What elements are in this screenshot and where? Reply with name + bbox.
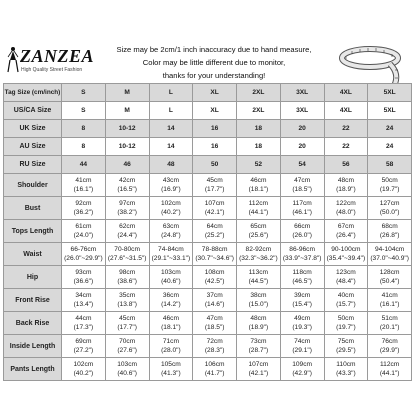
cm-value: 113cm <box>248 269 269 276</box>
inch-value: (20.1") <box>379 324 400 331</box>
inch-value: (33.9"~37.8") <box>282 255 322 262</box>
measurement-cell <box>237 243 281 266</box>
size-header-cell: XL <box>193 84 237 102</box>
measurement-cell <box>324 197 368 220</box>
size-cell: 20 <box>280 120 324 138</box>
cm-value: 75cm <box>337 338 354 345</box>
inch-value: (16.9") <box>161 186 181 193</box>
size-cell: 58 <box>368 156 412 174</box>
cm-value: 106cm <box>204 361 225 368</box>
inch-value: (48.4") <box>336 278 356 285</box>
size-cell: 14 <box>149 120 193 138</box>
inch-value: (26.4") <box>336 232 356 239</box>
inch-value: (36.2") <box>73 209 94 216</box>
size-cell: 18 <box>237 120 281 138</box>
measurement-cell <box>105 174 149 197</box>
header <box>0 0 416 82</box>
measurement-cell <box>105 243 149 266</box>
cm-value: 45cm <box>119 315 136 322</box>
brand-logo <box>4 42 96 82</box>
cm-value: 112cm <box>379 361 400 368</box>
inch-value: (48.0") <box>336 209 356 216</box>
measurement-cell <box>324 243 368 266</box>
measuring-tape-icon <box>336 40 408 88</box>
measurement-cell <box>368 358 412 381</box>
size-cell: 50 <box>193 156 237 174</box>
inch-value: (37.0"~40.9") <box>370 255 409 262</box>
size-cell: 54 <box>280 156 324 174</box>
row-label: RU Size <box>4 156 62 174</box>
inch-value: (27.6") <box>117 347 137 354</box>
inch-value: (42.1") <box>248 370 269 377</box>
fashion-figure-icon <box>6 46 20 76</box>
measurement-cell <box>237 266 281 289</box>
measurement-cell <box>149 335 193 358</box>
size-cell: 52 <box>237 156 281 174</box>
cm-value: 78-88cm <box>201 246 228 253</box>
size-cell: 48 <box>149 156 193 174</box>
cm-value: 118cm <box>292 269 312 276</box>
cm-value: 123cm <box>335 269 356 276</box>
inch-value: (18.1") <box>161 324 181 331</box>
cm-value: 122cm <box>335 200 356 207</box>
measurement-cell <box>105 358 149 381</box>
cm-value: 93cm <box>75 269 92 276</box>
cm-value: 65cm <box>250 223 267 230</box>
measurement-cell <box>62 197 106 220</box>
cm-value: 51cm <box>381 315 398 322</box>
measurement-cell <box>193 220 237 243</box>
measurement-row <box>4 289 412 312</box>
measurement-cell <box>324 358 368 381</box>
row-label: Pants Length <box>4 358 62 381</box>
size-cell: 5XL <box>368 102 412 120</box>
cm-value: 46cm <box>162 315 179 322</box>
inch-value: (29.1"~33.1") <box>151 255 191 262</box>
inch-value: (25.6") <box>248 232 269 239</box>
row-label: Hip <box>4 266 62 289</box>
inch-value: (44.5") <box>248 278 269 285</box>
measurement-cell <box>324 174 368 197</box>
size-header-cell: M <box>105 84 149 102</box>
row-label: AU Size <box>4 138 62 156</box>
notice-line: Color may be little different due to monitor, <box>142 58 286 67</box>
cm-value: 103cm <box>160 269 181 276</box>
cm-value: 72cm <box>206 338 223 345</box>
measurement-cell <box>324 266 368 289</box>
measurement-cell <box>105 220 149 243</box>
cm-value: 128cm <box>379 269 400 276</box>
size-cell: M <box>105 102 149 120</box>
cm-value: 41cm <box>381 292 398 299</box>
measurement-cell <box>368 335 412 358</box>
measurement-cell <box>324 289 368 312</box>
notice-line: thanks for your understanding! <box>162 71 266 80</box>
cm-value: 34cm <box>75 292 92 299</box>
measurement-cell <box>62 289 106 312</box>
inch-value: (15.0") <box>248 301 269 308</box>
size-cell: 16 <box>193 138 237 156</box>
inch-value: (29.9") <box>379 347 400 354</box>
measurement-cell <box>149 266 193 289</box>
cm-value: 50cm <box>337 315 354 322</box>
inch-value: (18.9") <box>336 186 356 193</box>
measurement-cell <box>280 243 324 266</box>
cm-value: 69cm <box>75 338 92 345</box>
cm-value: 48cm <box>250 315 267 322</box>
brand-name: ZANZEA <box>20 46 95 66</box>
measurement-cell <box>237 197 281 220</box>
size-header-cell: S <box>62 84 106 102</box>
cm-value: 70-80cm <box>114 246 140 253</box>
size-header-cell: 5XL <box>368 84 412 102</box>
measurement-cell <box>280 197 324 220</box>
measurement-cell <box>105 289 149 312</box>
cm-value: 110cm <box>336 361 356 368</box>
measurement-cell <box>280 312 324 335</box>
measurement-cell <box>237 312 281 335</box>
inch-value: (24.0") <box>73 232 94 239</box>
cm-value: 112cm <box>248 200 269 207</box>
notice-line: Size may be 2cm/1 inch inaccuracy due to hand measure, <box>116 45 312 54</box>
size-header-cell: L <box>149 84 193 102</box>
cm-value: 105cm <box>160 361 181 368</box>
inch-value: (30.7"~34.6") <box>195 255 234 262</box>
inch-value: (27.6"~31.5") <box>107 255 147 262</box>
cm-value: 92cm <box>75 200 92 207</box>
cm-value: 42cm <box>119 177 136 184</box>
measurement-cell <box>280 335 324 358</box>
measurement-cell <box>368 197 412 220</box>
size-header-cell: 4XL <box>324 84 368 102</box>
cm-value: 102cm <box>73 361 94 368</box>
measurement-cell <box>237 220 281 243</box>
cm-value: 46cm <box>250 177 267 184</box>
cm-value: 76cm <box>381 338 398 345</box>
cm-value: 107cm <box>204 200 225 207</box>
measurement-cell <box>280 358 324 381</box>
measurement-row <box>4 335 412 358</box>
inch-value: (27.2") <box>73 347 94 354</box>
measurement-cell <box>105 197 149 220</box>
size-cell: 2XL <box>237 102 281 120</box>
size-header-cell: 3XL <box>280 84 324 102</box>
cm-value: 38cm <box>250 292 267 299</box>
cm-value: 47cm <box>294 177 311 184</box>
brand-tagline: High Quality Street Fashion <box>21 67 83 73</box>
inch-value: (16.1") <box>73 186 94 193</box>
inch-value: (44.1") <box>248 209 269 216</box>
measurement-cell <box>149 289 193 312</box>
measurement-cell <box>368 220 412 243</box>
measurement-cell <box>62 266 106 289</box>
inch-value: (13.8") <box>117 301 137 308</box>
row-label: Shoulder <box>4 174 62 197</box>
inch-value: (28.3") <box>204 347 225 354</box>
measurement-cell <box>149 220 193 243</box>
size-cell: 22 <box>324 138 368 156</box>
cm-value: 90-100cm <box>331 246 361 253</box>
inch-value: (38.2") <box>117 209 137 216</box>
inch-value: (46.5") <box>292 278 312 285</box>
inch-value: (26.8") <box>379 232 400 239</box>
row-label: Bust <box>4 197 62 220</box>
size-row <box>4 156 412 174</box>
measurement-cell <box>368 289 412 312</box>
inch-value: (40.2") <box>161 209 181 216</box>
cm-value: 73cm <box>250 338 267 345</box>
cm-value: 63cm <box>162 223 179 230</box>
cm-value: 39cm <box>294 292 311 299</box>
inch-value: (17.3") <box>73 324 94 331</box>
cm-value: 64cm <box>206 223 223 230</box>
inch-value: (40.6") <box>161 278 181 285</box>
inch-value: (19.7") <box>379 186 400 193</box>
row-label: Tops Length <box>4 220 62 243</box>
cm-value: 109cm <box>292 361 313 368</box>
cm-value: 40cm <box>337 292 354 299</box>
measurement-cell <box>237 335 281 358</box>
measurement-cell <box>368 266 412 289</box>
cm-value: 66cm <box>294 223 311 230</box>
inch-value: (28.0") <box>161 347 181 354</box>
size-cell: 22 <box>324 120 368 138</box>
cm-value: 43cm <box>162 177 179 184</box>
cm-value: 71cm <box>162 338 179 345</box>
measurement-cell <box>149 312 193 335</box>
measurement-cell <box>62 312 106 335</box>
inch-value: (13.4") <box>73 301 94 308</box>
row-label: Back Rise <box>4 312 62 335</box>
measurement-cell <box>324 220 368 243</box>
cm-value: 36cm <box>162 292 179 299</box>
measurement-row <box>4 174 412 197</box>
size-cell: 10-12 <box>105 138 149 156</box>
inch-value: (35.4"~39.4") <box>326 255 366 262</box>
inch-value: (29.1") <box>292 347 312 354</box>
cm-value: 50cm <box>381 177 398 184</box>
measurement-cell <box>193 266 237 289</box>
cm-value: 66-76cm <box>70 246 97 253</box>
cm-value: 47cm <box>206 315 223 322</box>
inch-value: (18.5") <box>204 324 225 331</box>
measurement-cell <box>193 312 237 335</box>
inch-value: (29.5") <box>336 347 356 354</box>
cm-value: 107cm <box>248 361 269 368</box>
measurement-cell <box>193 174 237 197</box>
inch-value: (41.3") <box>161 370 181 377</box>
cm-value: 62cm <box>119 223 136 230</box>
measurement-cell <box>149 197 193 220</box>
inch-value: (42.5") <box>204 278 225 285</box>
cm-value: 127cm <box>379 200 400 207</box>
inch-value: (24.4") <box>117 232 137 239</box>
tag-size-header: Tag Size (cm/inch) <box>4 84 62 102</box>
inch-value: (17.7") <box>204 186 225 193</box>
inch-value: (18.1") <box>248 186 269 193</box>
inch-value: (18.9") <box>248 324 269 331</box>
row-label: Inside Length <box>4 335 62 358</box>
measurement-cell <box>193 335 237 358</box>
inch-value: (36.6") <box>73 278 94 285</box>
measurement-cell <box>280 266 324 289</box>
measurement-cell <box>368 174 412 197</box>
cm-value: 97cm <box>119 200 136 207</box>
measurement-cell <box>62 220 106 243</box>
measurement-cell <box>237 358 281 381</box>
inch-value: (43.3") <box>336 370 356 377</box>
size-cell: 56 <box>324 156 368 174</box>
measurement-row <box>4 266 412 289</box>
cm-value: 94-104cm <box>374 246 405 253</box>
measurement-cell <box>105 335 149 358</box>
measurement-cell <box>193 289 237 312</box>
disclaimer-notice <box>100 43 328 82</box>
size-cell: 14 <box>149 138 193 156</box>
measurement-cell <box>280 220 324 243</box>
measurement-cell <box>149 243 193 266</box>
row-label: Front Rise <box>4 289 62 312</box>
inch-value: (18.5") <box>292 186 312 193</box>
inch-value: (19.7") <box>336 324 356 331</box>
inch-value: (32.3"~36.2") <box>239 255 278 262</box>
cm-value: 103cm <box>117 361 138 368</box>
measurement-cell <box>62 243 106 266</box>
measurement-cell <box>105 312 149 335</box>
measurement-row <box>4 220 412 243</box>
inch-value: (40.6") <box>117 370 137 377</box>
inch-value: (26.0"~29.9") <box>64 255 103 262</box>
size-cell: 44 <box>62 156 106 174</box>
size-cell: 46 <box>105 156 149 174</box>
measurement-row <box>4 243 412 266</box>
size-cell: 8 <box>62 120 106 138</box>
size-row <box>4 138 412 156</box>
inch-value: (28.7") <box>248 347 269 354</box>
cm-value: 86-96cm <box>289 246 315 253</box>
size-cell: 18 <box>237 138 281 156</box>
cm-value: 82-92cm <box>245 246 272 253</box>
cm-value: 45cm <box>206 177 223 184</box>
inch-value: (50.4") <box>379 278 400 285</box>
row-label: US/CA Size <box>4 102 62 120</box>
inch-value: (15.7") <box>336 301 356 308</box>
cm-value: 35cm <box>119 292 136 299</box>
inch-value: (42.1") <box>204 209 225 216</box>
inch-value: (44.1") <box>379 370 400 377</box>
cm-value: 117cm <box>292 200 312 207</box>
measurement-cell <box>280 289 324 312</box>
cm-value: 67cm <box>337 223 354 230</box>
size-cell: 3XL <box>280 102 324 120</box>
cm-value: 98cm <box>119 269 136 276</box>
inch-value: (25.2") <box>204 232 225 239</box>
cm-value: 48cm <box>337 177 354 184</box>
inch-value: (40.2") <box>73 370 94 377</box>
measurement-cell <box>62 335 106 358</box>
cm-value: 41cm <box>75 177 92 184</box>
inch-value: (41.7") <box>204 370 225 377</box>
measurement-row <box>4 358 412 381</box>
measurement-cell <box>105 266 149 289</box>
size-cell: 8 <box>62 138 106 156</box>
inch-value: (16.1") <box>379 301 400 308</box>
size-cell: 24 <box>368 138 412 156</box>
measurement-cell <box>193 358 237 381</box>
measurement-cell <box>237 289 281 312</box>
measurement-cell <box>280 174 324 197</box>
inch-value: (16.5") <box>117 186 137 193</box>
measurement-cell <box>149 174 193 197</box>
inch-value: (19.3") <box>292 324 312 331</box>
inch-value: (17.7") <box>117 324 137 331</box>
measurement-cell <box>62 358 106 381</box>
size-cell: 16 <box>193 120 237 138</box>
cm-value: 74-84cm <box>158 246 184 253</box>
inch-value: (42.9") <box>292 370 312 377</box>
size-row <box>4 120 412 138</box>
measurement-row <box>4 312 412 335</box>
inch-value: (15.4") <box>292 301 312 308</box>
row-label: UK Size <box>4 120 62 138</box>
measurement-cell <box>149 358 193 381</box>
inch-value: (24.8") <box>161 232 181 239</box>
measurement-cell <box>237 174 281 197</box>
size-header-cell: 2XL <box>237 84 281 102</box>
cm-value: 74cm <box>294 338 311 345</box>
size-cell: 4XL <box>324 102 368 120</box>
cm-value: 61cm <box>75 223 92 230</box>
measurement-cell <box>62 174 106 197</box>
size-cell: 10-12 <box>105 120 149 138</box>
cm-value: 49cm <box>294 315 311 322</box>
measurement-cell <box>368 312 412 335</box>
cm-value: 68cm <box>381 223 398 230</box>
cm-value: 102cm <box>160 200 181 207</box>
inch-value: (14.2") <box>161 301 181 308</box>
row-label: Waist <box>4 243 62 266</box>
size-row <box>4 102 412 120</box>
size-cell: XL <box>193 102 237 120</box>
inch-value: (50.0") <box>379 209 400 216</box>
measurement-cell <box>193 197 237 220</box>
inch-value: (46.1") <box>292 209 312 216</box>
size-cell: S <box>62 102 106 120</box>
measurement-cell <box>324 312 368 335</box>
size-chart-table <box>3 83 412 381</box>
inch-value: (26.0") <box>292 232 312 239</box>
inch-value: (38.6") <box>117 278 137 285</box>
measurement-row <box>4 197 412 220</box>
measurement-cell <box>368 243 412 266</box>
measurement-cell <box>324 335 368 358</box>
cm-value: 44cm <box>75 315 92 322</box>
measurement-cell <box>193 243 237 266</box>
cm-value: 37cm <box>206 292 223 299</box>
size-cell: 20 <box>280 138 324 156</box>
cm-value: 108cm <box>204 269 225 276</box>
size-cell: 24 <box>368 120 412 138</box>
inch-value: (14.6") <box>204 301 225 308</box>
size-cell: L <box>149 102 193 120</box>
cm-value: 70cm <box>119 338 136 345</box>
table-header-row <box>4 84 412 102</box>
